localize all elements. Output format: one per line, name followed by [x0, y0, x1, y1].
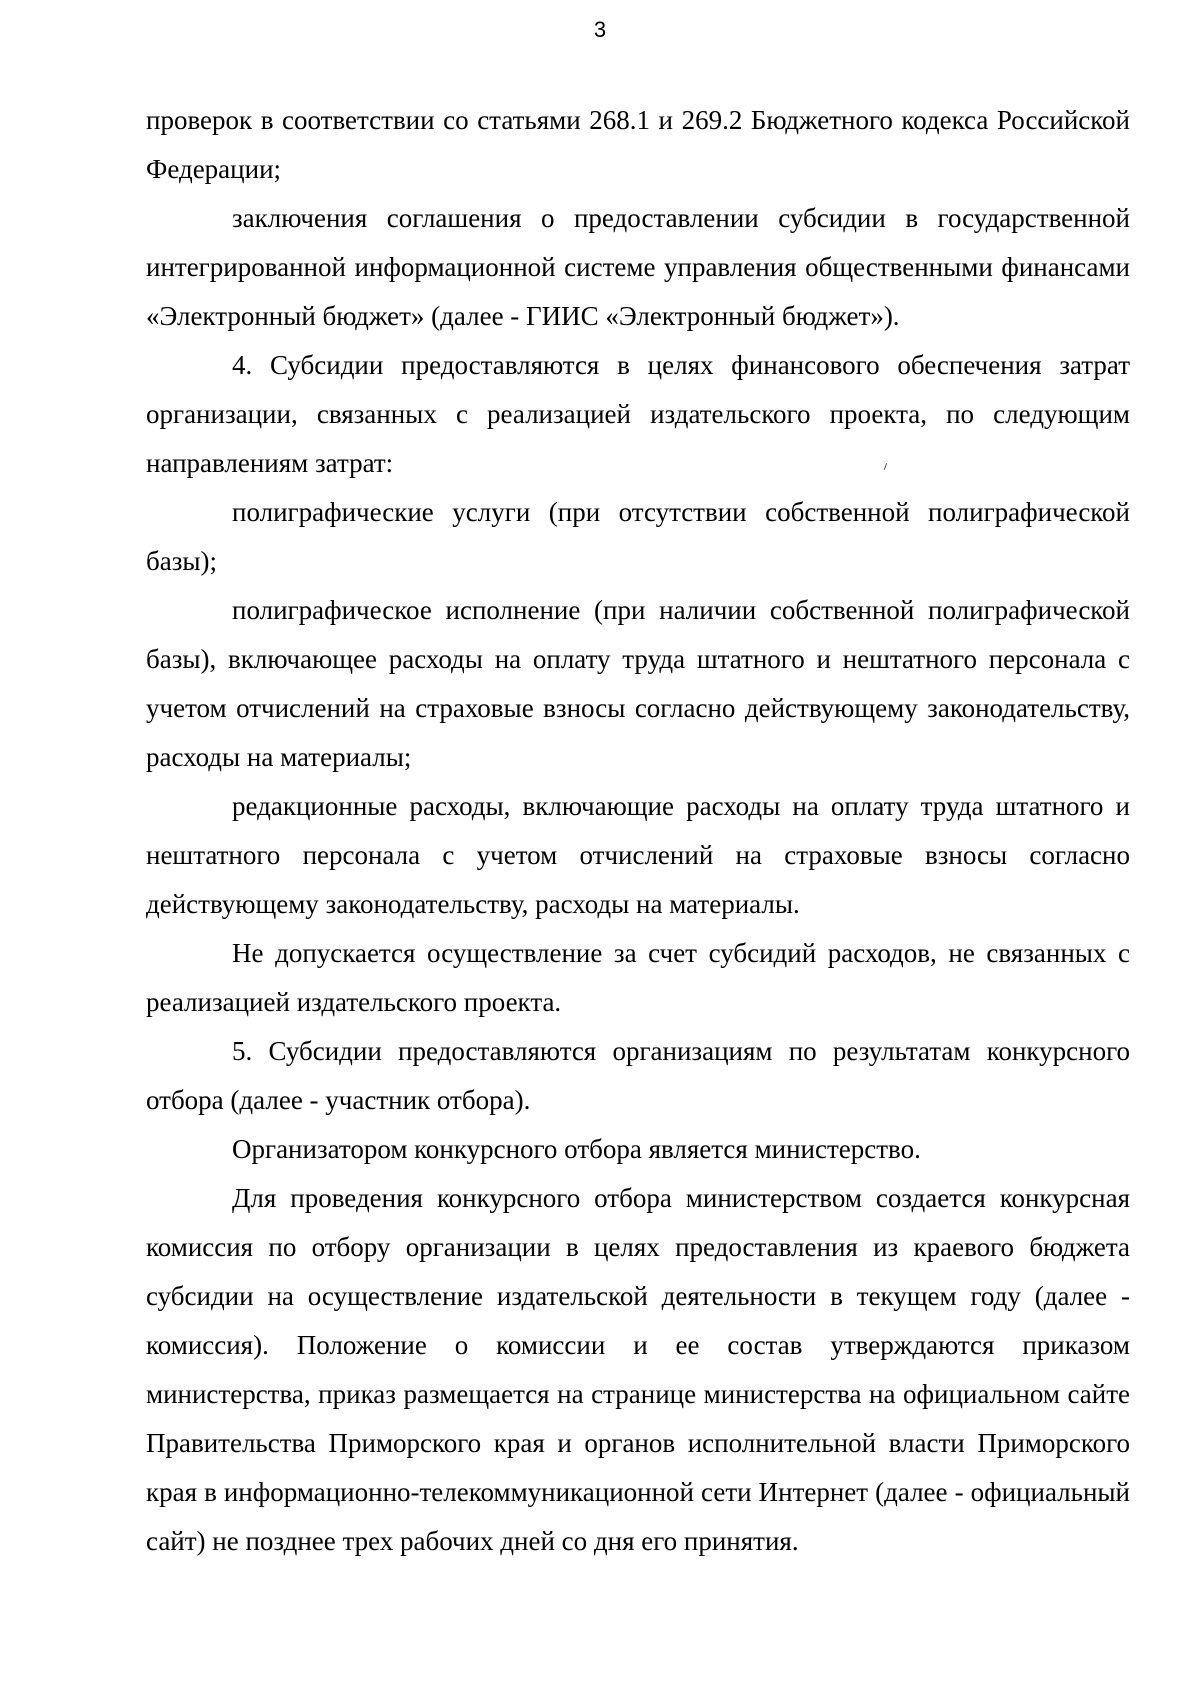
paragraph-printing-execution: полиграфическое исполнение (при наличии собственной полиграфической базы), включающее расходы на оплату труда штатного и нештатного персонала с учетом отчислений на страховые взносы согласно действующему законодательству, расходы на материалы; — [146, 595, 1130, 772]
paragraph-editorial-expenses: редакционные расходы, включающие расходы на оплату труда штатного и нештатного персонала с учетом отчислений на страховые взносы согласно действующему законодательству, расходы на материалы. — [146, 791, 1130, 919]
paragraph-organizer: Организатором конкурсного отбора является министерство. — [232, 1134, 921, 1164]
paragraph-commission: Для проведения конкурсного отбора министерством создается конкурсная комиссия по отбору организации в целях предоставления из краевого бюджета субсидии на осуществление издательской деятельности в текущем году (далее - комиссия). Положение о комиссии и ее состав утверждаются приказом министерства, приказ размещается на странице министерства на официальном сайте Правительства Приморского края и органов исполнительной власти Приморского края в информационно-телекоммуникационной сети Интернет (далее - официальный сайт) не позднее трех рабочих дней со дня его принятия. — [146, 1183, 1130, 1556]
document-body — [146, 96, 1130, 1566]
paragraph-section-5: 5. Субсидии предоставляются организациям по результатам конкурсного отбора (далее - участник отбора). — [146, 1036, 1130, 1115]
paragraph-not-allowed: Не допускается осуществление за счет субсидий расходов, не связанных с реализацией издательского проекта. — [146, 938, 1130, 1017]
paragraph-printing-services: полиграфические услуги (при отсутствии собственной полиграфической базы); — [146, 497, 1130, 576]
paragraph-section-4: 4. Субсидии предоставляются в целях финансового обеспечения затрат организации, связанных с реализацией издательского проекта, по следующим направлениям затрат: — [146, 350, 1130, 478]
paragraph-agreement-giis: заключения соглашения о предоставлении субсидии в государственной интегрированной информационной системе управления общественными финансами «Электронный бюджет» (далее - ГИИС «Электронный бюджет»). — [146, 203, 1130, 331]
paragraph-continuation: проверок в соответствии со статьями 268.1 и 269.2 Бюджетного кодекса Российской Федерации; — [146, 105, 1130, 184]
page-number: 3 — [593, 17, 607, 42]
